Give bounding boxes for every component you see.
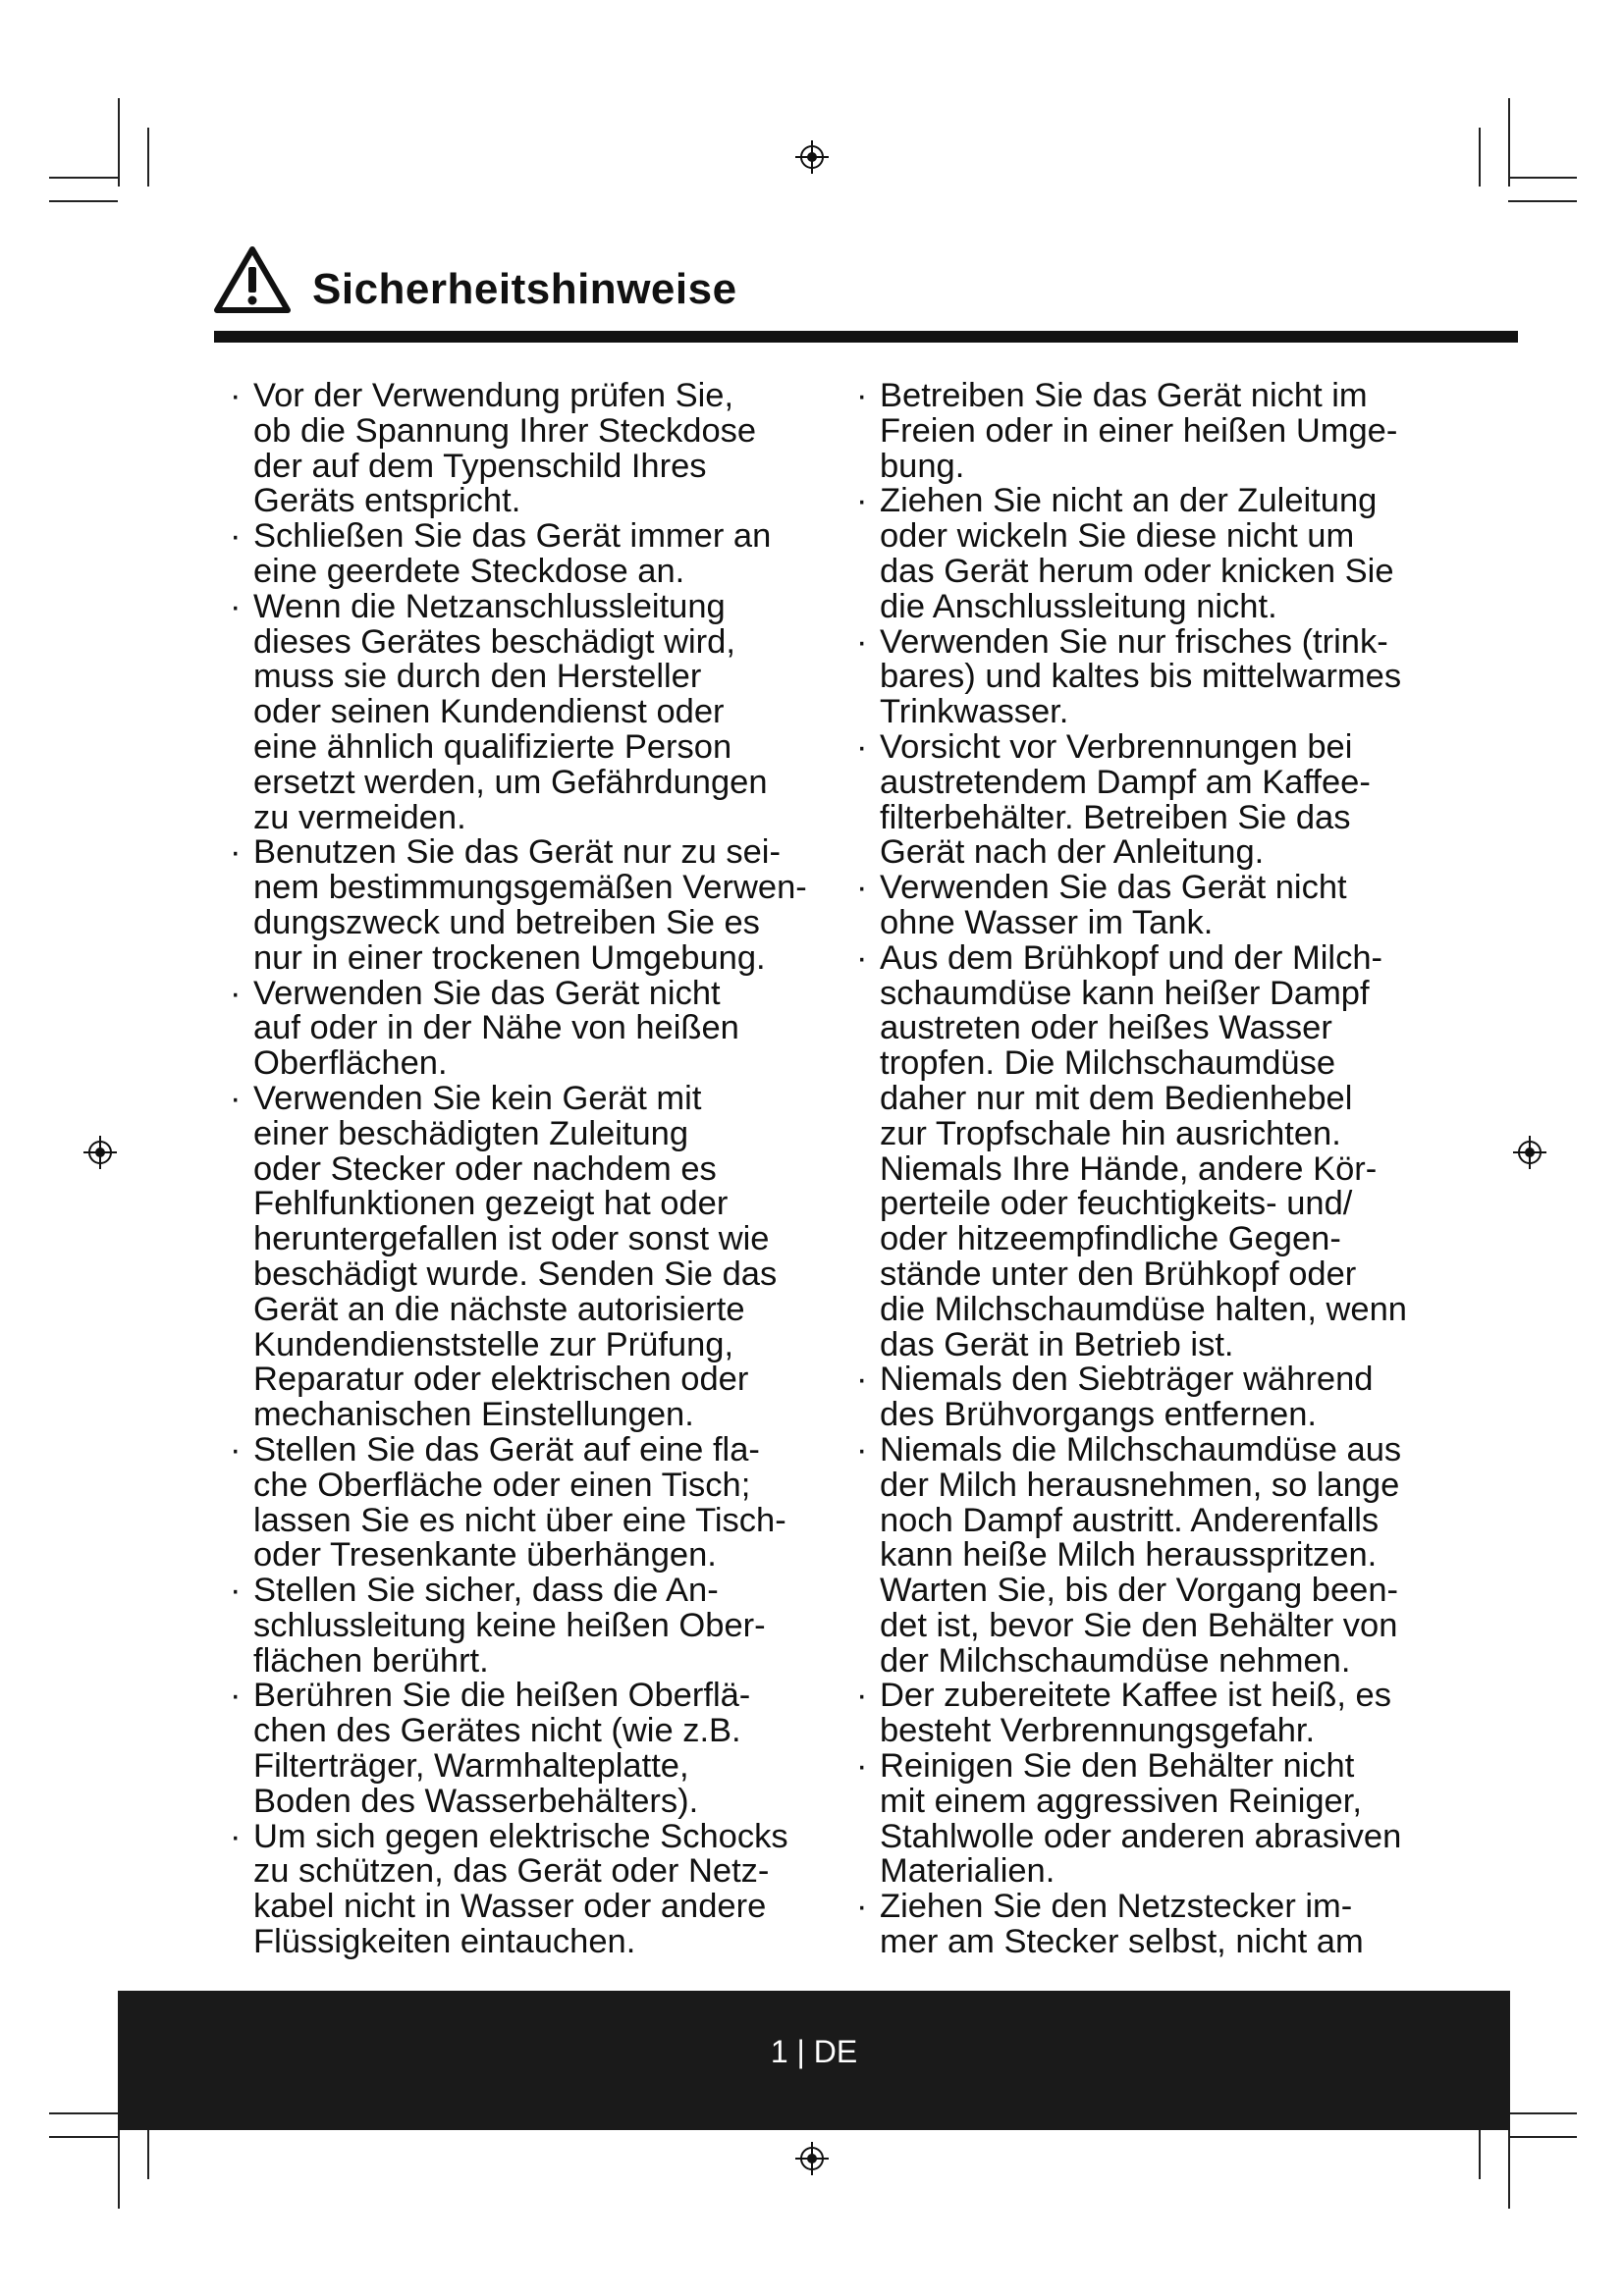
bullet-dot-icon: · bbox=[230, 377, 242, 414]
safety-item bbox=[852, 622, 1441, 731]
bullet-dot-icon: · bbox=[230, 1079, 242, 1117]
safety-item bbox=[852, 871, 1441, 941]
crop-mark bbox=[1508, 200, 1577, 202]
crop-mark bbox=[1508, 2136, 1577, 2138]
crop-mark bbox=[1508, 98, 1510, 187]
safety-item-text: Um sich gegen elektrische Schocks zu schützen, das Gerät oder Netz- kabel nicht in Wasser oder andere Flüssigkeiten eintauchen. bbox=[253, 1817, 788, 1961]
safety-item bbox=[852, 1362, 1441, 1433]
safety-item-text: Stellen Sie das Gerät auf eine fla- che Oberfläche oder einen Tisch; lassen Sie es nicht über eine Tisch- oder Tresenkante überhängen. bbox=[253, 1430, 786, 1575]
bullet-dot-icon: · bbox=[230, 1817, 242, 1855]
safety-item-text: Schließen Sie das Gerät immer an eine geerdete Steckdose an. bbox=[253, 517, 772, 590]
safety-item bbox=[226, 974, 815, 1083]
crop-mark bbox=[49, 2136, 118, 2138]
safety-item-text: Benutzen Sie das Gerät nur zu sei- nem bestimmungsgemäßen Verwen- dungszweck und betreiben Sie es nur in einer trockenen Umgebung. bbox=[253, 833, 807, 977]
safety-item-text: Vorsicht vor Verbrennungen bei austretendem Dampf am Kaffee- filterbehälter. Betreiben Sie das Gerät nach der Anleitung. bbox=[880, 727, 1371, 872]
bullet-dot-icon: · bbox=[856, 1677, 868, 1715]
safety-item bbox=[226, 1079, 815, 1434]
safety-item bbox=[852, 484, 1441, 624]
bullet-dot-icon: · bbox=[856, 938, 868, 977]
safety-item-text: Niemals die Milchschaumdüse aus der Milch herausnehmen, so lange noch Dampf austritt. Anderenfalls kann heiße Milch herausspritzen. Warten Sie, bis der Vorgang been- det ist, bevor Sie den Behälter von der Milchschaumdüse nehmen. bbox=[880, 1430, 1402, 1680]
safety-item-text: Berühren Sie die heißen Oberflä- chen des Gerätes nicht (wie z.B. Filterträger, Warmhalteplatte, Boden des Wasserbehälters). bbox=[253, 1677, 751, 1820]
safety-item bbox=[852, 727, 1441, 872]
crop-mark bbox=[1508, 2120, 1510, 2209]
section-header bbox=[214, 245, 1518, 334]
safety-item bbox=[852, 1430, 1441, 1680]
bullet-dot-icon: · bbox=[856, 1430, 868, 1468]
safety-list-right bbox=[852, 379, 1441, 1960]
safety-item-text: Niemals den Siebträger während des Brühvorgangs entfernen. bbox=[880, 1361, 1374, 1434]
safety-list-left bbox=[226, 379, 815, 1960]
safety-item-text: Reinigen Sie den Behälter nicht mit einem aggressiven Reiniger, Stahlwolle oder anderen abrasiven Materialien. bbox=[880, 1747, 1402, 1891]
bullet-dot-icon: · bbox=[230, 833, 242, 872]
bullet-dot-icon: · bbox=[230, 517, 242, 556]
bullet-dot-icon: · bbox=[230, 974, 242, 1012]
crop-mark bbox=[49, 2112, 118, 2114]
bullet-dot-icon: · bbox=[856, 1747, 868, 1786]
safety-item bbox=[226, 587, 815, 836]
bullet-dot-icon: · bbox=[856, 1888, 868, 1926]
bullet-dot-icon: · bbox=[856, 727, 868, 766]
safety-item bbox=[226, 1817, 815, 1961]
header-rule bbox=[214, 331, 1518, 343]
safety-item-text: Verwenden Sie das Gerät nicht ohne Wasser im Tank. bbox=[880, 869, 1347, 941]
safety-item bbox=[226, 379, 815, 519]
safety-item-text: Verwenden Sie kein Gerät mit einer beschädigten Zuleitung oder Stecker oder nachdem es Fehlfunktionen gezeigt hat oder heruntergefallen ist oder sonst wie beschädigt wurde. Senden Sie das Gerät an die nächste autorisierte Kundendienststelle zur Prüfung, Reparatur oder elektrischen oder mechanischen Einstellungen. bbox=[253, 1079, 778, 1434]
safety-item-text: Ziehen Sie nicht an der Zuleitung oder wickeln Sie diese nicht um das Gerät herum oder knicken Sie die Anschlussleitung nicht. bbox=[880, 482, 1394, 625]
registration-mark-icon bbox=[83, 1136, 117, 1169]
crop-mark bbox=[1479, 128, 1481, 187]
crop-mark bbox=[118, 98, 120, 187]
bullet-dot-icon: · bbox=[856, 1361, 868, 1399]
registration-mark-icon bbox=[795, 140, 829, 174]
bullet-dot-icon: · bbox=[856, 622, 868, 661]
bullet-dot-icon: · bbox=[230, 587, 242, 625]
safety-item bbox=[226, 519, 815, 590]
bullet-dot-icon: · bbox=[230, 1572, 242, 1610]
safety-item bbox=[852, 1890, 1441, 1960]
registration-mark-icon bbox=[795, 2142, 829, 2175]
safety-item bbox=[852, 379, 1441, 484]
bullet-dot-icon: · bbox=[856, 482, 868, 520]
safety-item bbox=[226, 835, 815, 976]
page-title: Sicherheitshinweise bbox=[312, 265, 737, 313]
safety-item bbox=[226, 1574, 815, 1679]
bullet-dot-icon: · bbox=[230, 1677, 242, 1715]
safety-item bbox=[852, 1679, 1441, 1749]
safety-item-text: Wenn die Netzanschlussleitung dieses Gerätes beschädigt wird, muss sie durch den Hersteller oder seinen Kundendienst oder eine ähnlich qualifizierte Person ersetzt werden, um Gefährdungen zu vermeiden. bbox=[253, 587, 768, 836]
crop-mark bbox=[147, 128, 149, 187]
crop-mark bbox=[118, 2120, 120, 2209]
safety-item-text: Betreiben Sie das Gerät nicht im Freien oder in einer heißen Umge- bung. bbox=[880, 377, 1398, 485]
safety-item bbox=[226, 1679, 815, 1819]
safety-item-text: Ziehen Sie den Netzstecker im- mer am Stecker selbst, nicht am bbox=[880, 1888, 1364, 1961]
warning-triangle-icon bbox=[214, 245, 291, 314]
bullet-dot-icon: · bbox=[230, 1430, 242, 1468]
crop-mark bbox=[49, 200, 118, 202]
safety-item-text: Stellen Sie sicher, dass die An- schlussleitung keine heißen Ober- flächen berührt. bbox=[253, 1572, 766, 1680]
safety-item bbox=[852, 1749, 1441, 1890]
bullet-dot-icon: · bbox=[856, 377, 868, 414]
page-number: 1 | DE bbox=[770, 2034, 858, 2069]
safety-item-text: Vor der Verwendung prüfen Sie, ob die Spannung Ihrer Steckdose der auf dem Typenschild Ihres Geräts entspricht. bbox=[253, 377, 757, 520]
crop-mark bbox=[1508, 177, 1577, 179]
page-footer bbox=[118, 1991, 1510, 2130]
safety-item-text: Verwenden Sie nur frisches (trink- bares) und kaltes bis mittelwarmes Trinkwasser. bbox=[880, 622, 1402, 731]
registration-mark-icon bbox=[1513, 1136, 1546, 1169]
safety-item-text: Verwenden Sie das Gerät nicht auf oder in der Nähe von heißen Oberflächen. bbox=[253, 974, 739, 1083]
safety-item-text: Aus dem Brühkopf und der Milch- schaumdüse kann heißer Dampf austreten oder heißes Wasser tropfen. Die Milchschaumdüse daher nur mit dem Bedienhebel zur Tropfschale hin ausrichten. Niemals Ihre Hände, andere Kör- perteile oder feuchtigkeits- und/ oder hitzeempfindliche Gegen- stände unter den Brühkopf oder die Milchschaumdüse halten, wenn das Gerät in Betrieb ist. bbox=[880, 938, 1407, 1363]
safety-item-text: Der zubereitete Kaffee ist heiß, es besteht Verbrennungsgefahr. bbox=[880, 1677, 1391, 1750]
safety-item bbox=[226, 1430, 815, 1575]
crop-mark bbox=[49, 177, 118, 179]
bullet-dot-icon: · bbox=[856, 869, 868, 907]
safety-item bbox=[852, 938, 1441, 1363]
crop-mark bbox=[1508, 2112, 1577, 2114]
